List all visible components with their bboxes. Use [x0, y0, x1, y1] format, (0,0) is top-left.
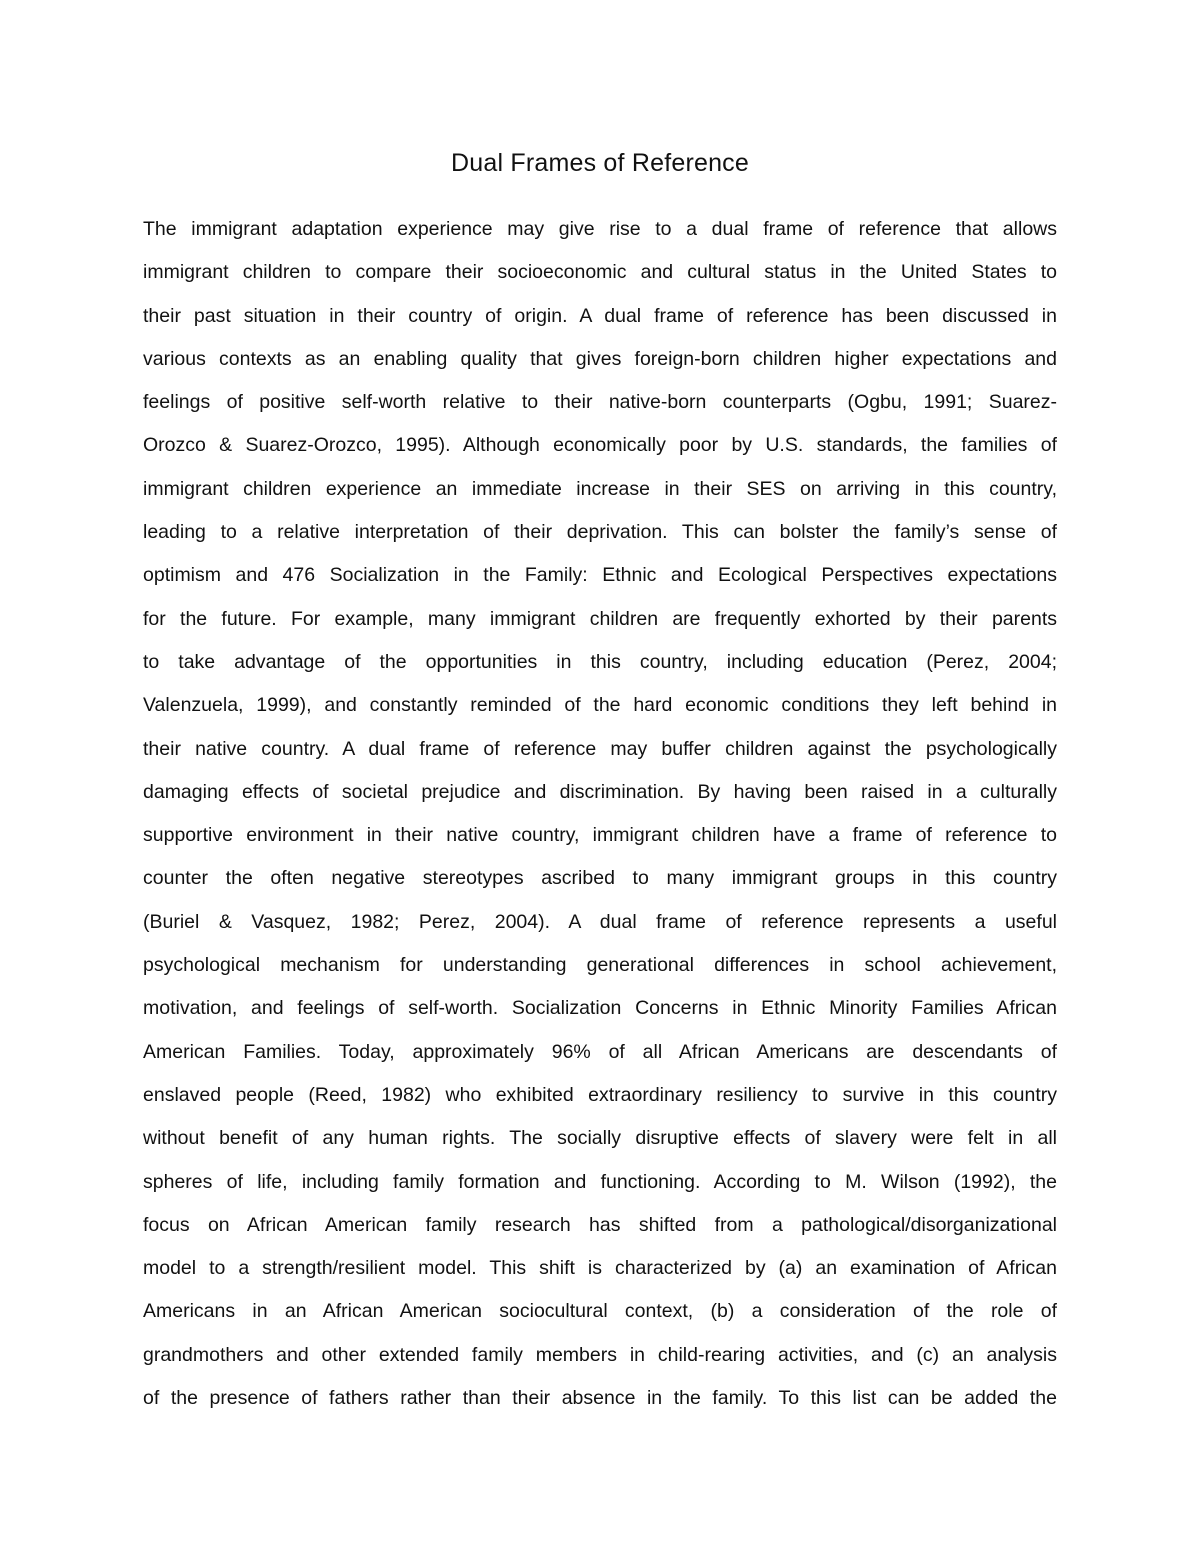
text-line: without benefit of any human rights. The socially disruptive effects of slavery were felt in all	[143, 1127, 1057, 1150]
document-title: Dual Frames of Reference	[451, 149, 749, 177]
text-line: The immigrant adaptation experience may give rise to a dual frame of reference that allows	[143, 218, 1057, 240]
text-line: (Buriel & Vasquez, 1982; Perez, 2004). A dual frame of reference represents a useful	[143, 910, 1057, 933]
text-line: to take advantage of the opportunities in this country, including education (Perez, 2004;	[143, 650, 1057, 673]
text-line: immigrant children experience an immediate increase in their SES on arriving in this country,	[143, 477, 1057, 500]
text-line: damaging effects of societal prejudice and discrimination. By having been raised in a culturally	[143, 780, 1057, 803]
text-line: enslaved people (Reed, 1982) who exhibited extraordinary resiliency to survive in this country	[143, 1083, 1057, 1106]
text-line: psychological mechanism for understanding generational differences in school achievement,	[143, 954, 1057, 977]
text-line: their past situation in their country of origin. A dual frame of reference has been discussed in	[143, 304, 1057, 327]
text-line: Americans in an African American sociocultural context, (b) a consideration of the role of	[143, 1300, 1057, 1323]
text-line: their native country. A dual frame of reference may buffer children against the psychologically	[143, 737, 1057, 760]
text-line: various contexts as an enabling quality that gives foreign-born children higher expectations and	[143, 347, 1057, 370]
text-line: spheres of life, including family formation and functioning. According to M. Wilson (1992), the	[143, 1170, 1057, 1193]
text-line: American Families. Today, approximately 96% of all African Americans are descendants of	[143, 1040, 1057, 1063]
text-line: grandmothers and other extended family members in child-rearing activities, and (c) an analysis	[143, 1343, 1057, 1366]
text-line: motivation, and feelings of self-worth. Socialization Concerns in Ethnic Minority Families African	[143, 997, 1057, 1020]
body-paragraph	[143, 208, 1057, 1420]
text-line: model to a strength/resilient model. This shift is characterized by (a) an examination of African	[143, 1257, 1057, 1280]
text-line: counter the often negative stereotypes ascribed to many immigrant groups in this country	[143, 867, 1057, 890]
text-line: focus on African American family research has shifted from a pathological/disorganizational	[143, 1213, 1057, 1236]
text-line: leading to a relative interpretation of their deprivation. This can bolster the family’s sense of	[143, 521, 1057, 544]
text-line: optimism and 476 Socialization in the Family: Ethnic and Ecological Perspectives expectations	[143, 564, 1057, 587]
text-line: Valenzuela, 1999), and constantly reminded of the hard economic conditions they left behind in	[143, 694, 1057, 717]
text-line: Orozco & Suarez-Orozco, 1995). Although economically poor by U.S. standards, the families of	[143, 434, 1057, 457]
text-line: feelings of positive self-worth relative to their native-born counterparts (Ogbu, 1991; Suarez-	[143, 391, 1057, 414]
text-line: for the future. For example, many immigrant children are frequently exhorted by their parents	[143, 607, 1057, 630]
text-line: immigrant children to compare their socioeconomic and cultural status in the United States to	[143, 261, 1057, 284]
text-line: of the presence of fathers rather than their absence in the family. To this list can be added the	[143, 1387, 1057, 1410]
text-line: supportive environment in their native country, immigrant children have a frame of reference to	[143, 824, 1057, 847]
